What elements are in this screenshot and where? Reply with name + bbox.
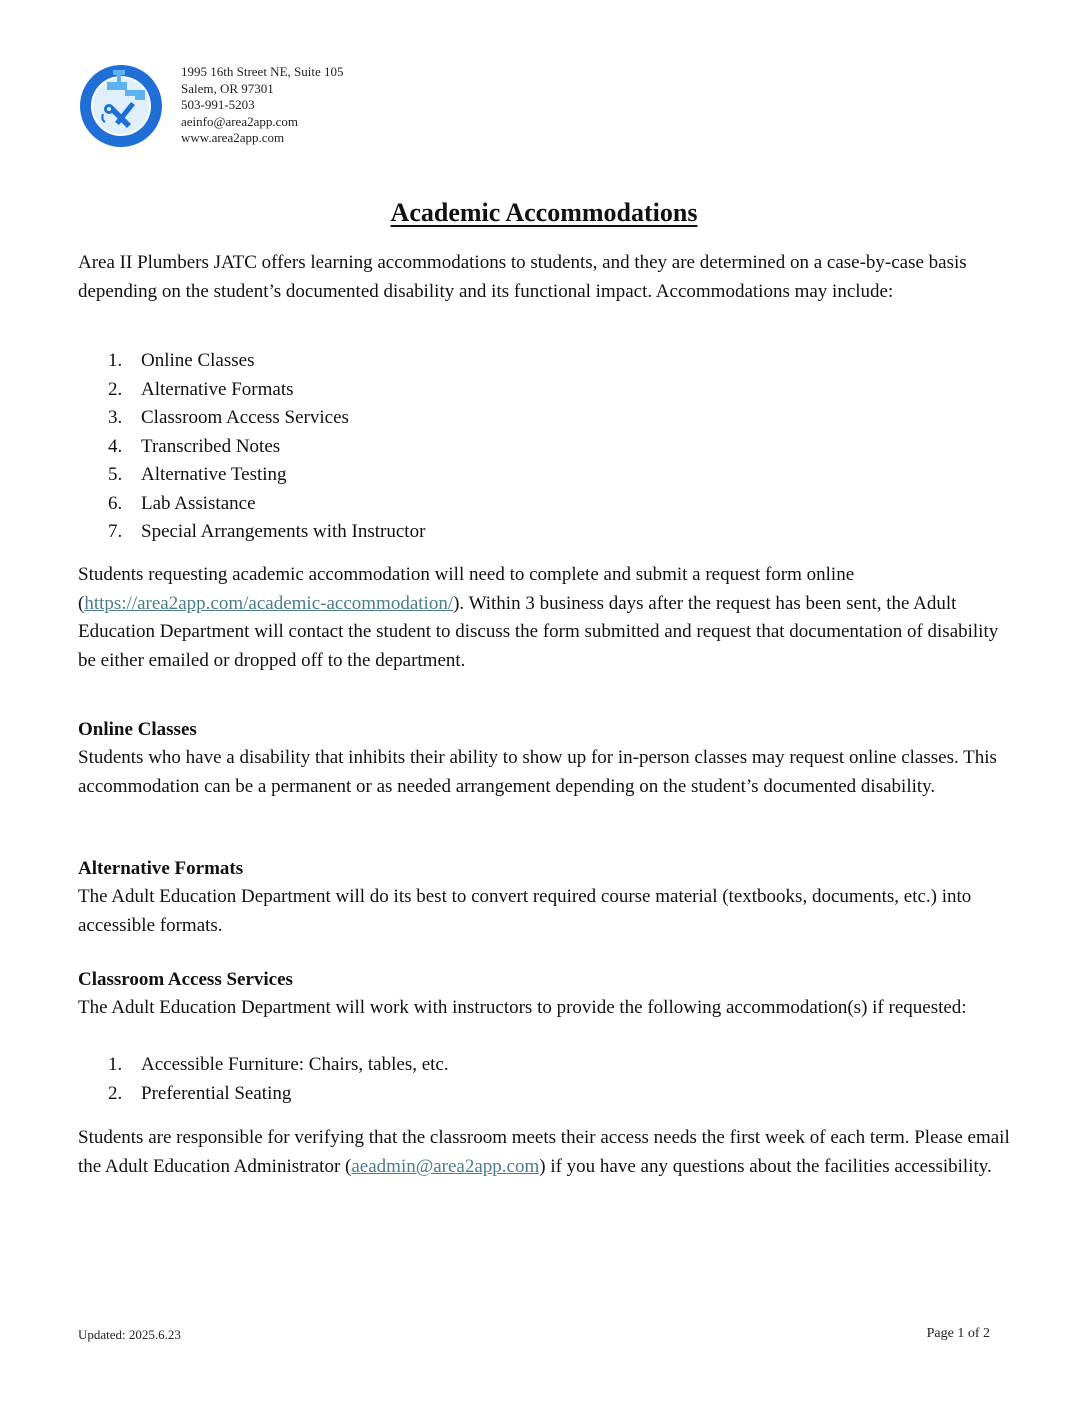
list-number: 6. xyxy=(108,492,123,514)
list-number: 4. xyxy=(108,435,123,457)
section-text-classroom-access: The Adult Education Department will work with instructors to provide the following accommodation(s) if requested: xyxy=(78,997,967,1018)
admin-email-link[interactable]: aeadmin@area2app.com xyxy=(351,1155,540,1177)
request-text-after: ). Within 3 business days after the request has been sent, the Adult Education Department will contact the student to discuss the form submitted and request that documentation of disability be either emailed or dropped off to the department. xyxy=(78,592,999,672)
section-heading-online-classes: Online Classes xyxy=(78,719,197,740)
list-label: Classroom Access Services xyxy=(141,407,349,428)
list-item xyxy=(78,347,425,376)
phone: 503-991-5203 xyxy=(181,97,255,112)
closing-paragraph xyxy=(78,1124,1018,1181)
request-paragraph xyxy=(78,561,1018,676)
section-text-alternative-formats: The Adult Education Department will do its best to convert required course material (textbooks, documents, etc.) into accessible formats. xyxy=(78,886,972,936)
list-item xyxy=(78,1080,449,1109)
website: www.area2app.com xyxy=(181,130,285,145)
list-item xyxy=(78,518,425,547)
list-label: Special Arrangements with Instructor xyxy=(141,521,426,542)
list-item xyxy=(78,1051,449,1080)
list-label: Lab Assistance xyxy=(141,492,256,514)
list-item xyxy=(78,376,425,405)
intro-paragraph: Area II Plumbers JATC offers learning accommodations to students, and they are determined on a case-by-case basis depending on the student’s documented disability and its functional impact. Accommodations may include: xyxy=(78,252,967,302)
request-form-link[interactable]: https://area2app.com/academic-accommodation/ xyxy=(84,592,454,614)
list-number: 3. xyxy=(108,407,123,428)
list-label: Alternative Testing xyxy=(141,464,287,485)
list-number: 1. xyxy=(108,1054,123,1075)
classroom-access-list xyxy=(78,1051,449,1108)
page-title: Academic Accommodations xyxy=(390,198,698,227)
plumbers-logo-icon xyxy=(79,64,163,148)
section-heading-alternative-formats: Alternative Formats xyxy=(78,858,244,879)
list-item xyxy=(78,404,425,433)
list-number: 1. xyxy=(108,350,123,371)
list-label: Transcribed Notes xyxy=(141,435,281,457)
list-label: Preferential Seating xyxy=(141,1082,292,1104)
list-number: 2. xyxy=(108,378,123,400)
list-item xyxy=(78,433,425,462)
list-label: Alternative Formats xyxy=(141,378,294,400)
list-number: 7. xyxy=(108,521,123,542)
address-line-1: 1995 16th Street NE, Suite 105 xyxy=(181,64,344,79)
section-heading-classroom-access: Classroom Access Services xyxy=(78,969,293,990)
list-item xyxy=(78,461,425,490)
list-label: Online Classes xyxy=(141,350,255,371)
accommodations-list xyxy=(78,347,425,547)
footer-updated: Updated: 2025.6.23 xyxy=(78,1327,181,1342)
email: aeinfo@area2app.com xyxy=(181,113,298,129)
list-item xyxy=(78,490,425,519)
list-label: Accessible Furniture: Chairs, tables, etc. xyxy=(141,1054,449,1075)
list-number: 2. xyxy=(108,1082,123,1104)
address-line-2: Salem, OR 97301 xyxy=(181,80,274,96)
section-text-online-classes: Students who have a disability that inhibits their ability to show up for in-person classes may request online classes. This accommodation can be a permanent or as needed arrangement depending on the student’s documented disability. xyxy=(78,747,997,797)
closing-text-before: Students are responsible for verifying that the classroom meets their access needs the first week of each term. Please email the Adult Education Administrator ( xyxy=(78,1127,1010,1177)
closing-text-after: ) if you have any questions about the facilities accessibility. xyxy=(539,1155,992,1177)
contact-block xyxy=(181,64,344,147)
request-text-before: Students requesting academic accommodation will need to complete and submit a request form online ( xyxy=(78,564,855,614)
footer-page-number: Page 1 of 2 xyxy=(926,1326,990,1341)
list-number: 5. xyxy=(108,464,123,485)
